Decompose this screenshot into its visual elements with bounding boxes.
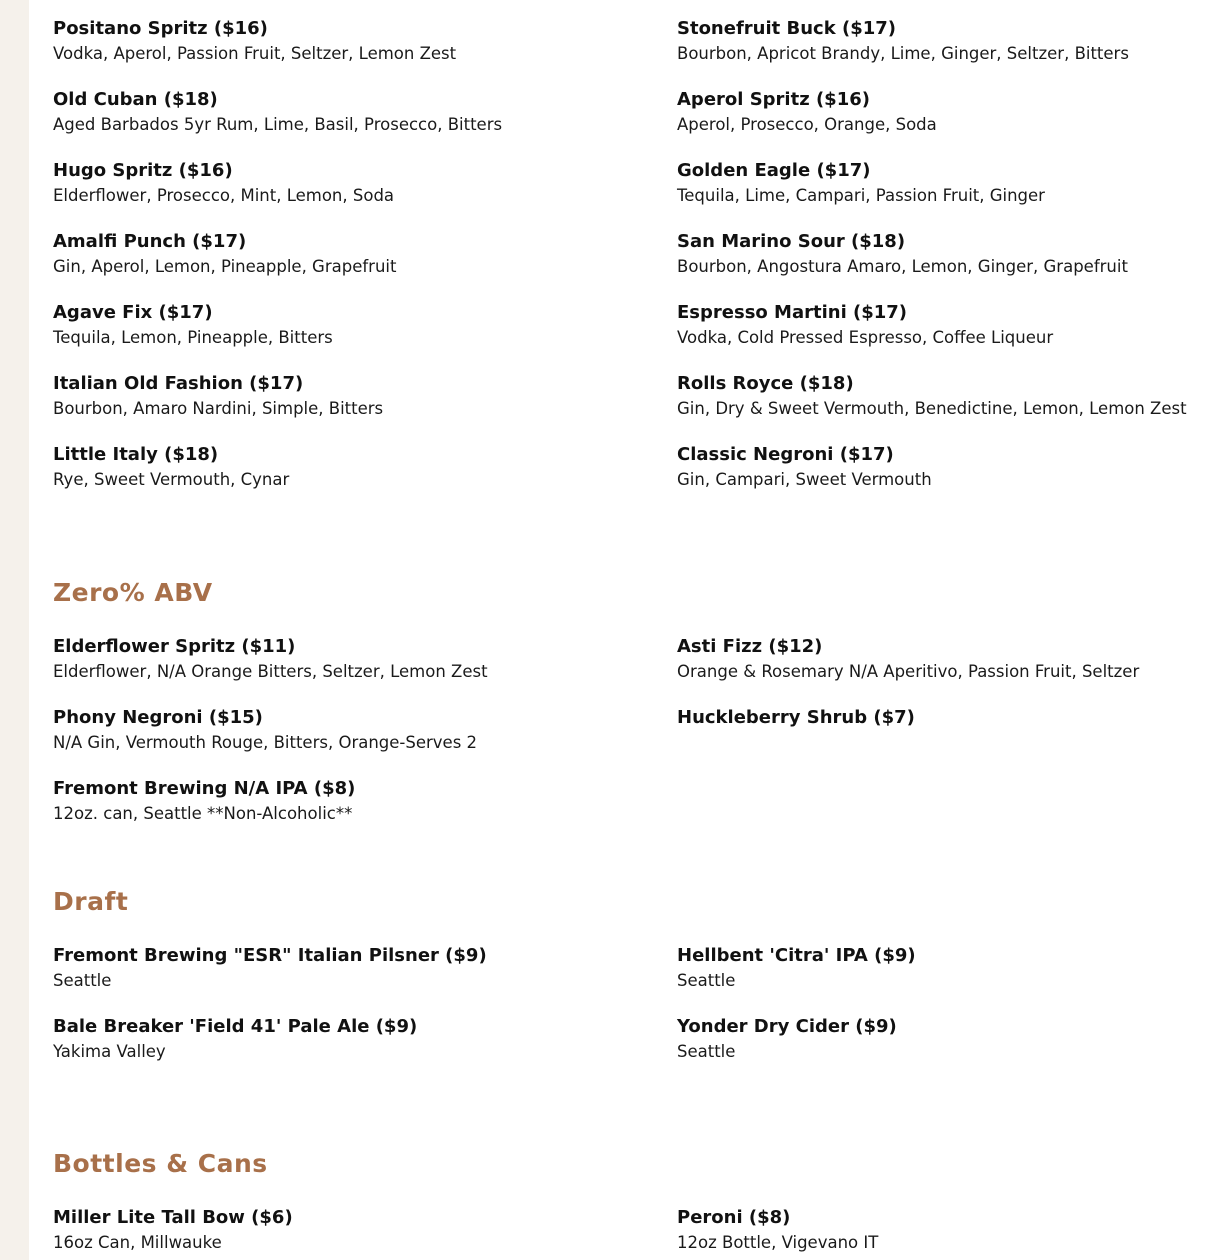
menu-item	[677, 618, 1230, 689]
menu-item	[53, 689, 677, 760]
menu-item-name: Old Cuban ($18)	[53, 89, 218, 110]
menu-item-description: Bourbon, Angostura Amaro, Lemon, Ginger, Grapefruit	[677, 257, 1128, 276]
menu-item-description: N/A Gin, Vermouth Rouge, Bitters, Orange-Serves 2	[53, 733, 478, 752]
zero-abv-grid	[53, 618, 1230, 831]
menu-item	[677, 71, 1230, 142]
menu-item-name: Classic Negroni ($17)	[677, 444, 894, 465]
menu-item-description: Seattle	[677, 971, 736, 990]
menu-item	[677, 927, 1230, 998]
draft-grid	[53, 927, 1230, 1069]
menu-item	[677, 355, 1230, 426]
menu-item	[677, 998, 1230, 1069]
menu-item-description: 12oz Bottle, Vigevano IT	[677, 1233, 879, 1252]
menu-item	[53, 213, 677, 284]
menu-item	[677, 0, 1230, 71]
menu-item-description: Bourbon, Apricot Brandy, Lime, Ginger, Seltzer, Bitters	[677, 44, 1129, 63]
left-rail	[0, 0, 29, 1260]
menu-item-description: Bourbon, Amaro Nardini, Simple, Bitters	[53, 399, 384, 418]
menu-item	[677, 142, 1230, 213]
menu-item-name: Asti Fizz ($12)	[677, 636, 823, 657]
menu-item-name: Phony Negroni ($15)	[53, 707, 263, 728]
bottles-cans-grid	[53, 1189, 1230, 1260]
menu-item-name: Hugo Spritz ($16)	[53, 160, 233, 181]
menu-item	[53, 426, 677, 497]
menu-item-description: Tequila, Lemon, Pineapple, Bitters	[53, 328, 333, 347]
menu-item-name: Elderflower Spritz ($11)	[53, 636, 296, 657]
menu-item	[53, 927, 677, 998]
menu-item-name: Golden Eagle ($17)	[677, 160, 871, 181]
menu-item-name: Miller Lite Tall Bow ($6)	[53, 1207, 293, 1228]
menu-item	[53, 71, 677, 142]
menu-item	[53, 998, 677, 1069]
menu-item-description: Gin, Dry & Sweet Vermouth, Benedictine, Lemon, Lemon Zest	[677, 399, 1187, 418]
menu-item-name: Fremont Brewing N/A IPA ($8)	[53, 778, 356, 799]
menu-item-description: Seattle	[53, 971, 112, 990]
menu-item	[677, 213, 1230, 284]
menu-item-description: Seattle	[677, 1042, 736, 1061]
menu-item-name: Fremont Brewing "ESR" Italian Pilsner ($9)	[53, 945, 487, 966]
section-title-zero-abv: Zero% ABV	[53, 578, 213, 607]
menu-item-name: Espresso Martini ($17)	[677, 302, 908, 323]
menu-item-description: Elderflower, Prosecco, Mint, Lemon, Soda	[53, 186, 395, 205]
menu-item-name: Agave Fix ($17)	[53, 302, 213, 323]
menu-item-description: 16oz Can, Millwauke	[53, 1233, 222, 1252]
menu-item-name: Bale Breaker 'Field 41' Pale Ale ($9)	[53, 1016, 418, 1037]
menu-item-name: Italian Old Fashion ($17)	[53, 373, 304, 394]
menu-item-description: Elderflower, N/A Orange Bitters, Seltzer, Lemon Zest	[53, 662, 488, 681]
section-title-bottles-cans: Bottles & Cans	[53, 1149, 268, 1178]
menu-item-description: Aged Barbados 5yr Rum, Lime, Basil, Prosecco, Bitters	[53, 115, 503, 134]
menu-item-description: Tequila, Lime, Campari, Passion Fruit, Ginger	[677, 186, 1045, 205]
menu-item	[53, 355, 677, 426]
menu-item-name: Stonefruit Buck ($17)	[677, 18, 896, 39]
menu-item-name: Aperol Spritz ($16)	[677, 89, 870, 110]
menu-item-name: Little Italy ($18)	[53, 444, 219, 465]
menu-item	[53, 1189, 677, 1260]
menu-item-description: Gin, Campari, Sweet Vermouth	[677, 470, 932, 489]
menu-item	[677, 426, 1230, 497]
menu-item	[677, 284, 1230, 355]
menu-item-name: Rolls Royce ($18)	[677, 373, 854, 394]
menu-item-description: 12oz. can, Seattle **Non-Alcoholic**	[53, 804, 353, 823]
menu-item-description: Yakima Valley	[53, 1042, 166, 1061]
menu-item-name: Huckleberry Shrub ($7)	[677, 707, 915, 728]
menu-item	[53, 760, 677, 831]
menu-item-name: San Marino Sour ($18)	[677, 231, 906, 252]
menu-item	[53, 142, 677, 213]
menu-item	[677, 689, 1230, 760]
menu-item-description: Vodka, Cold Pressed Espresso, Coffee Liqueur	[677, 328, 1054, 347]
menu-item-name: Positano Spritz ($16)	[53, 18, 268, 39]
menu-item	[53, 284, 677, 355]
menu-item-description: Aperol, Prosecco, Orange, Soda	[677, 115, 937, 134]
cocktails-grid	[53, 0, 1230, 497]
menu-item-name: Peroni ($8)	[677, 1207, 791, 1228]
menu-item-name: Hellbent 'Citra' IPA ($9)	[677, 945, 916, 966]
menu-item-name: Amalfi Punch ($17)	[53, 231, 247, 252]
menu-item	[53, 0, 677, 71]
menu-item-description: Vodka, Aperol, Passion Fruit, Seltzer, Lemon Zest	[53, 44, 457, 63]
menu-item-name: Yonder Dry Cider ($9)	[677, 1016, 897, 1037]
menu-item-description: Orange & Rosemary N/A Aperitivo, Passion Fruit, Seltzer	[677, 662, 1140, 681]
menu-item-description: Rye, Sweet Vermouth, Cynar	[53, 470, 290, 489]
menu-item	[677, 1189, 1230, 1260]
menu-item	[53, 618, 677, 689]
menu-item-description: Gin, Aperol, Lemon, Pineapple, Grapefruit	[53, 257, 397, 276]
section-title-draft: Draft	[53, 887, 129, 916]
